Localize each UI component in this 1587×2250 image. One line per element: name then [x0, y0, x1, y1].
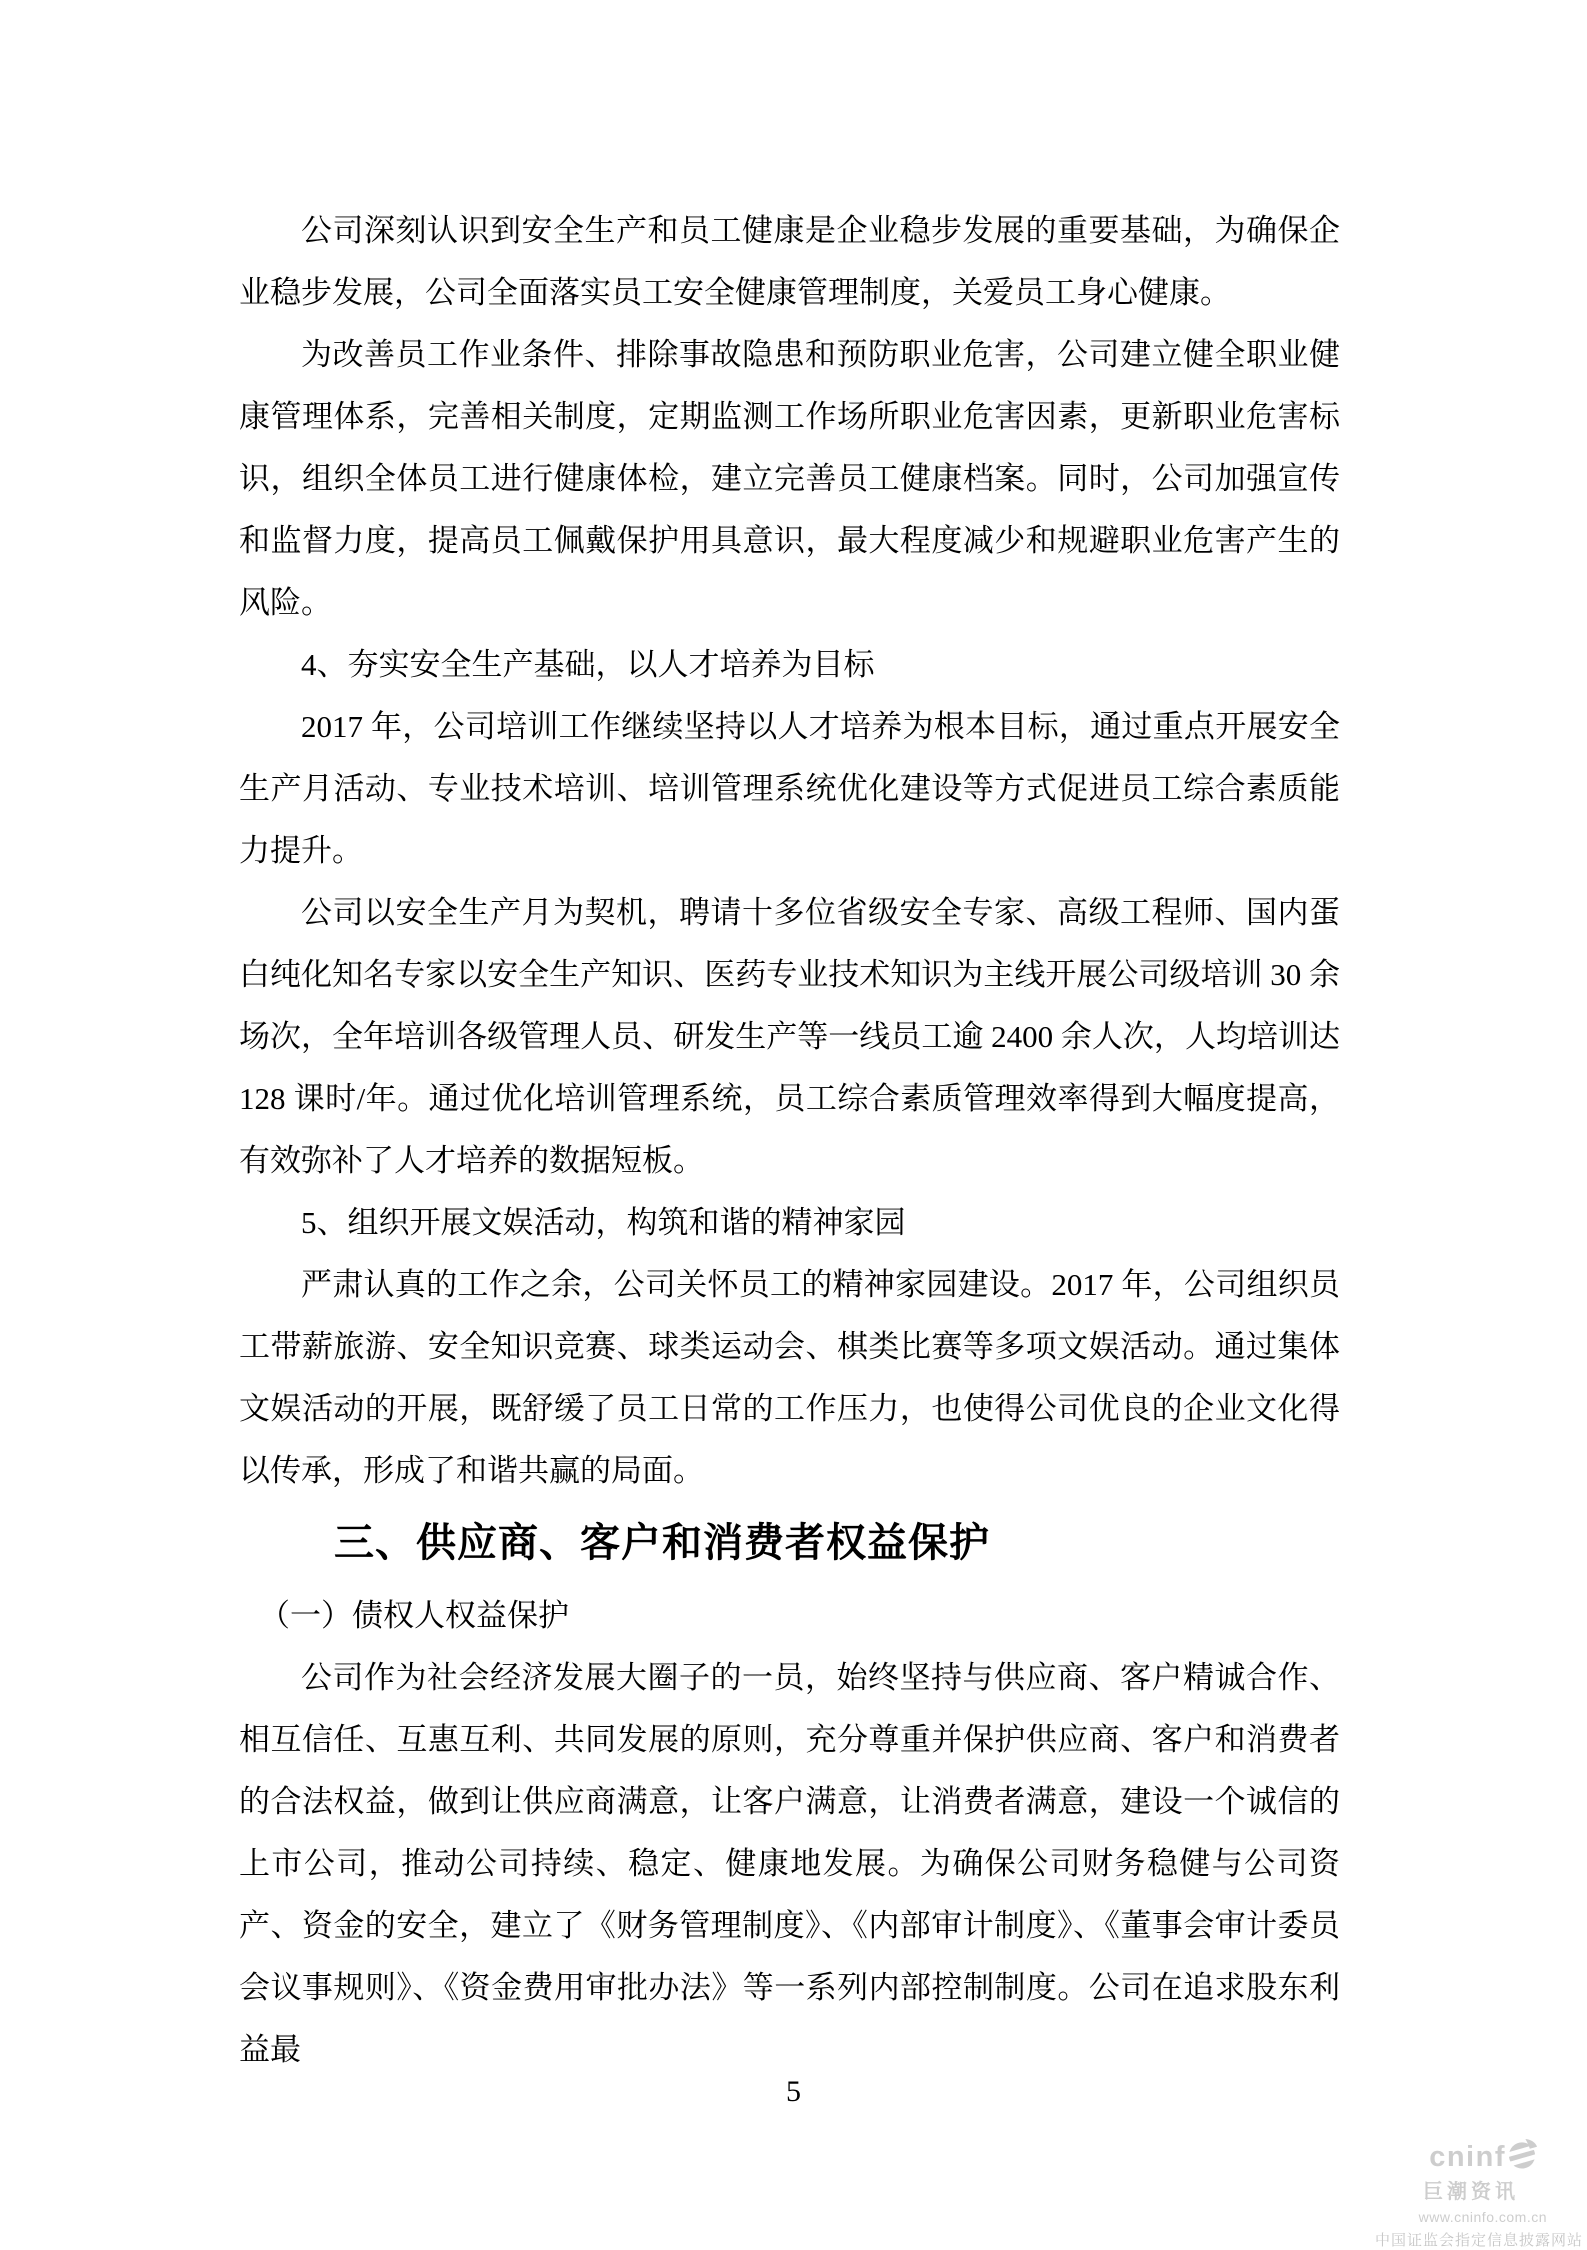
cninfo-logo-icon	[1507, 2138, 1538, 2176]
paragraph: 2017 年，公司培训工作继续坚持以人才培养为根本目标，通过重点开展安全生产月活动、专业技术培训、培训管理系统优化建设等方式促进员工综合素质能力提升。	[239, 709, 1340, 868]
paragraph: 为改善员工作业条件、排除事故隐患和预防职业危害，公司建立健全职业健康管理体系，完善相关制度，定期监测工作场所职业危害因素，更新职业危害标识，组织全体员工进行健康体检，建立完善员工健康档案。同时，公司加强宣传和监督力度，提高员工佩戴保护用具意识，最大程度减少和规避职业危害产生的风险。	[239, 337, 1340, 620]
paragraph: 公司深刻认识到安全生产和员工健康是企业稳步发展的重要基础，为确保企业稳步发展，公司全面落实员工安全健康管理制度，关爱员工身心健康。	[239, 213, 1340, 310]
subsection-heading: （一）债权人权益保护	[259, 1598, 569, 1633]
paragraph: 严肃认真的工作之余，公司关怀员工的精神家园建设。2017 年，公司组织员工带薪旅游、安全知识竞赛、球类运动会、棋类比赛等多项文娱活动。通过集体文娱活动的开展，既舒缓了员工日常的工作压力，也使得公司优良的企业文化得以传承，形成了和谐共赢的局面。	[239, 1267, 1340, 1488]
numbered-item-5-heading: 5、组织开展文娱活动，构筑和谐的精神家园	[301, 1205, 906, 1240]
cninfo-watermark	[1375, 2140, 1583, 2250]
numbered-item-4-heading: 4、夯实安全生产基础，以人才培养为目标	[301, 647, 875, 682]
watermark-url: www.cninfo.com.cn	[1418, 2209, 1547, 2225]
page-number: 5	[786, 2075, 801, 2108]
watermark-brand-cn: 巨潮资讯	[1423, 2181, 1519, 2203]
watermark-brand-row	[1375, 2140, 1583, 2174]
paragraph: 公司以安全生产月为契机，聘请十多位省级安全专家、高级工程师、国内蛋白纯化知名专家以安全生产知识、医药专业技术知识为主线开展公司级培训 30 余场次，全年培训各级管理人员、研发生产等一线员工逾 2400 余人次，人均培训达 128 课时/年。通过优化培训管理系统，员工综合素质管理效率得到大幅度提高，有效弥补了人才培养的数据短板。	[239, 895, 1340, 1178]
report-body	[239, 200, 1340, 2081]
cninfo-brand-text: cninf	[1429, 2141, 1506, 2173]
paragraph: 公司作为社会经济发展大圈子的一员，始终坚持与供应商、客户精诚合作、相互信任、互惠互利、共同发展的原则，充分尊重并保护供应商、客户和消费者的合法权益，做到让供应商满意，让客户满意，让消费者满意，建设一个诚信的上市公司，推动公司持续、稳定、健康地发展。为确保公司财务稳健与公司资产、资金的安全，建立了《财务管理制度》、《内部审计制度》、《董事会审计委员会议事规则》、《资金费用审批办法》等一系列内部控制制度。公司在追求股东利益最	[239, 1660, 1340, 2067]
section-heading: 三、供应商、客户和消费者权益保护	[334, 1521, 990, 1565]
watermark-tagline: 中国证监会指定信息披露网站	[1374, 2232, 1583, 2249]
